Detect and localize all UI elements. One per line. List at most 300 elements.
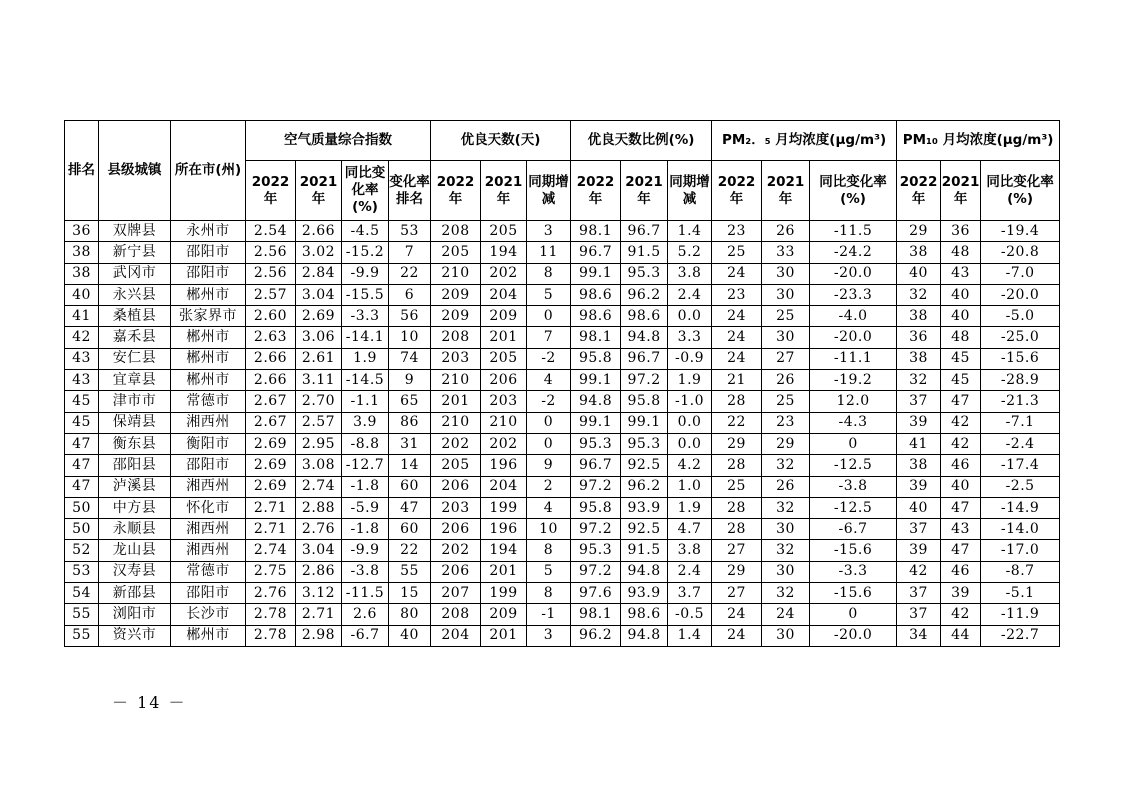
cell-pm10-21: 47: [941, 497, 981, 518]
cell-aqi-chg: -3.8: [342, 561, 389, 582]
cell-city: 长沙市: [171, 604, 246, 625]
cell-pm25-22: 22: [712, 412, 762, 433]
header-rank: 排名: [65, 121, 99, 221]
header-pm10-change-rate: 同比变化率(%): [981, 161, 1060, 221]
cell-aqi21: 3.08: [296, 455, 342, 476]
cell-gd21: 204: [481, 284, 527, 305]
header-pm25-group: PM₂．₅ 月均浓度(μg/m³): [712, 121, 897, 161]
cell-rank: 54: [65, 583, 99, 604]
cell-pm10-chg: -19.4: [981, 221, 1060, 242]
cell-pm25-22: 25: [712, 242, 762, 263]
cell-gr-diff: 0.0: [668, 433, 712, 454]
cell-gr22: 95.3: [571, 540, 621, 561]
cell-gr21: 95.3: [621, 263, 668, 284]
cell-rank: 38: [65, 242, 99, 263]
table-row: [65, 391, 1060, 412]
cell-gd-diff: 7: [527, 327, 571, 348]
cell-gr21: 95.8: [621, 391, 668, 412]
cell-city: 邵阳市: [171, 263, 246, 284]
cell-rank: 38: [65, 263, 99, 284]
cell-city: 湘西州: [171, 540, 246, 561]
cell-county: 安仁县: [99, 348, 171, 369]
cell-gd22: 203: [431, 348, 481, 369]
cell-pm10-22: 40: [897, 497, 941, 518]
cell-pm25-21: 25: [762, 391, 810, 412]
table-row: [65, 540, 1060, 561]
cell-pm25-22: 27: [712, 540, 762, 561]
cell-pm25-chg: -4.3: [810, 412, 897, 433]
cell-pm10-21: 45: [941, 348, 981, 369]
cell-gr21: 91.5: [621, 540, 668, 561]
cell-gd22: 210: [431, 412, 481, 433]
cell-aqi22: 2.54: [246, 221, 296, 242]
cell-gr22: 97.6: [571, 583, 621, 604]
table-row: [65, 370, 1060, 391]
cell-pm10-22: 39: [897, 476, 941, 497]
cell-pm25-22: 21: [712, 370, 762, 391]
header-good-ratio-group: 优良天数比例(%): [571, 121, 712, 161]
cell-city: 永州市: [171, 221, 246, 242]
cell-pm10-22: 38: [897, 306, 941, 327]
cell-gd21: 203: [481, 391, 527, 412]
cell-gd22: 205: [431, 242, 481, 263]
cell-pm25-chg: -12.5: [810, 497, 897, 518]
cell-gd22: 206: [431, 476, 481, 497]
cell-gr22: 96.2: [571, 625, 621, 646]
cell-pm10-21: 44: [941, 625, 981, 646]
cell-aqi-rank: 22: [389, 263, 431, 284]
cell-pm10-22: 32: [897, 370, 941, 391]
cell-aqi-chg: -9.9: [342, 540, 389, 561]
cell-rank: 43: [65, 370, 99, 391]
cell-gr22: 94.8: [571, 391, 621, 412]
cell-pm25-21: 32: [762, 497, 810, 518]
header-county: 县级城镇: [99, 121, 171, 221]
cell-pm10-21: 36: [941, 221, 981, 242]
cell-rank: 53: [65, 561, 99, 582]
cell-county: 永顺县: [99, 519, 171, 540]
cell-gd22: 209: [431, 306, 481, 327]
cell-aqi22: 2.60: [246, 306, 296, 327]
header-pm10-2022: 2022年: [897, 161, 941, 221]
cell-gd-diff: 5: [527, 284, 571, 305]
cell-city: 衡阳市: [171, 433, 246, 454]
cell-gr22: 98.1: [571, 221, 621, 242]
cell-aqi-chg: -15.2: [342, 242, 389, 263]
cell-aqi22: 2.63: [246, 327, 296, 348]
cell-gd22: 204: [431, 625, 481, 646]
cell-pm25-chg: -20.0: [810, 327, 897, 348]
cell-gd21: 201: [481, 561, 527, 582]
cell-pm25-chg: -20.0: [810, 625, 897, 646]
cell-gr22: 99.1: [571, 412, 621, 433]
header-pm25-2021: 2021年: [762, 161, 810, 221]
cell-aqi-chg: -14.5: [342, 370, 389, 391]
cell-pm25-21: 32: [762, 455, 810, 476]
cell-aqi22: 2.57: [246, 284, 296, 305]
header-gr-diff: 同期增减: [668, 161, 712, 221]
cell-aqi-rank: 31: [389, 433, 431, 454]
cell-rank: 55: [65, 604, 99, 625]
cell-pm25-22: 23: [712, 284, 762, 305]
cell-pm10-chg: -2.5: [981, 476, 1060, 497]
cell-city: 郴州市: [171, 348, 246, 369]
cell-county: 武冈市: [99, 263, 171, 284]
table-row: [65, 561, 1060, 582]
cell-county: 邵阳县: [99, 455, 171, 476]
cell-gr-diff: 2.4: [668, 561, 712, 582]
cell-gr21: 98.6: [621, 306, 668, 327]
cell-pm10-21: 48: [941, 242, 981, 263]
header-gr-2022: 2022年: [571, 161, 621, 221]
cell-gr21: 94.8: [621, 327, 668, 348]
cell-gd-diff: 4: [527, 497, 571, 518]
cell-aqi21: 2.70: [296, 391, 342, 412]
cell-pm10-21: 48: [941, 327, 981, 348]
cell-county: 宜章县: [99, 370, 171, 391]
cell-aqi21: 2.84: [296, 263, 342, 284]
cell-county: 永兴县: [99, 284, 171, 305]
cell-aqi21: 3.06: [296, 327, 342, 348]
cell-aqi22: 2.56: [246, 242, 296, 263]
cell-aqi-chg: -1.8: [342, 476, 389, 497]
cell-pm25-chg: -11.5: [810, 221, 897, 242]
cell-aqi-rank: 53: [389, 221, 431, 242]
cell-gr22: 97.2: [571, 519, 621, 540]
cell-county: 嘉禾县: [99, 327, 171, 348]
cell-gd-diff: 0: [527, 306, 571, 327]
cell-gd21: 202: [481, 433, 527, 454]
cell-county: 津市市: [99, 391, 171, 412]
cell-pm10-21: 42: [941, 604, 981, 625]
cell-gd-diff: 5: [527, 561, 571, 582]
table-body: [65, 221, 1060, 647]
cell-aqi21: 3.12: [296, 583, 342, 604]
cell-pm10-22: 32: [897, 284, 941, 305]
cell-aqi21: 2.61: [296, 348, 342, 369]
cell-gd-diff: 3: [527, 221, 571, 242]
cell-gd21: 199: [481, 583, 527, 604]
cell-pm25-chg: -4.0: [810, 306, 897, 327]
cell-pm10-21: 42: [941, 412, 981, 433]
cell-pm25-chg: 0: [810, 604, 897, 625]
cell-city: 郴州市: [171, 625, 246, 646]
cell-aqi-rank: 80: [389, 604, 431, 625]
cell-aqi21: 2.98: [296, 625, 342, 646]
cell-gd21: 194: [481, 540, 527, 561]
cell-pm25-21: 27: [762, 348, 810, 369]
cell-pm25-chg: -15.6: [810, 583, 897, 604]
cell-aqi21: 2.71: [296, 604, 342, 625]
cell-gd21: 209: [481, 604, 527, 625]
cell-pm25-22: 23: [712, 221, 762, 242]
cell-gr-diff: 3.8: [668, 263, 712, 284]
cell-aqi-chg: 3.9: [342, 412, 389, 433]
cell-pm10-chg: -11.9: [981, 604, 1060, 625]
cell-gr-diff: 3.7: [668, 583, 712, 604]
cell-aqi21: 2.95: [296, 433, 342, 454]
cell-city: 张家界市: [171, 306, 246, 327]
cell-pm10-21: 42: [941, 433, 981, 454]
cell-pm25-chg: 12.0: [810, 391, 897, 412]
header-pm10-group: PM₁₀ 月均浓度(μg/m³): [897, 121, 1060, 161]
cell-gd22: 208: [431, 221, 481, 242]
cell-pm10-22: 34: [897, 625, 941, 646]
cell-aqi22: 2.56: [246, 263, 296, 284]
cell-gd21: 201: [481, 625, 527, 646]
cell-pm10-chg: -17.0: [981, 540, 1060, 561]
cell-aqi-rank: 60: [389, 476, 431, 497]
cell-aqi21: 3.04: [296, 284, 342, 305]
cell-gd22: 202: [431, 433, 481, 454]
cell-gr-diff: 1.0: [668, 476, 712, 497]
cell-aqi-rank: 74: [389, 348, 431, 369]
cell-city: 邵阳市: [171, 242, 246, 263]
cell-aqi21: 2.74: [296, 476, 342, 497]
cell-pm10-21: 43: [941, 263, 981, 284]
cell-rank: 47: [65, 433, 99, 454]
cell-rank: 45: [65, 391, 99, 412]
cell-pm10-22: 37: [897, 519, 941, 540]
cell-gd22: 205: [431, 455, 481, 476]
cell-rank: 55: [65, 625, 99, 646]
cell-gr-diff: 0.0: [668, 306, 712, 327]
cell-pm10-21: 47: [941, 391, 981, 412]
cell-gr21: 94.8: [621, 561, 668, 582]
cell-county: 衡东县: [99, 433, 171, 454]
cell-city: 邵阳市: [171, 583, 246, 604]
cell-pm25-22: 28: [712, 455, 762, 476]
header-pm10-2021: 2021年: [941, 161, 981, 221]
cell-aqi21: 3.02: [296, 242, 342, 263]
cell-pm10-chg: -25.0: [981, 327, 1060, 348]
cell-aqi-chg: -1.1: [342, 391, 389, 412]
cell-gd21: 205: [481, 348, 527, 369]
cell-aqi-chg: -12.7: [342, 455, 389, 476]
cell-pm10-21: 39: [941, 583, 981, 604]
table-row: [65, 625, 1060, 646]
cell-gr22: 98.1: [571, 604, 621, 625]
cell-gd-diff: 0: [527, 412, 571, 433]
cell-gr22: 99.1: [571, 370, 621, 391]
cell-pm10-chg: -22.7: [981, 625, 1060, 646]
cell-pm10-chg: -14.0: [981, 519, 1060, 540]
cell-aqi22: 2.69: [246, 476, 296, 497]
header-aqi-2021: 2021年: [296, 161, 342, 221]
cell-pm10-21: 40: [941, 284, 981, 305]
cell-aqi-rank: 40: [389, 625, 431, 646]
cell-city: 常德市: [171, 391, 246, 412]
cell-rank: 43: [65, 348, 99, 369]
cell-pm10-22: 37: [897, 391, 941, 412]
cell-pm10-22: 38: [897, 348, 941, 369]
cell-aqi21: 2.69: [296, 306, 342, 327]
cell-gd22: 208: [431, 327, 481, 348]
cell-gr22: 95.8: [571, 497, 621, 518]
cell-aqi22: 2.67: [246, 391, 296, 412]
cell-pm10-21: 46: [941, 455, 981, 476]
cell-city: 湘西州: [171, 412, 246, 433]
cell-aqi-rank: 6: [389, 284, 431, 305]
page-number: － 14 －: [112, 693, 187, 712]
cell-aqi22: 2.66: [246, 348, 296, 369]
cell-pm10-22: 38: [897, 242, 941, 263]
cell-gr-diff: 1.9: [668, 370, 712, 391]
cell-pm10-22: 38: [897, 455, 941, 476]
cell-gd22: 209: [431, 284, 481, 305]
cell-pm25-22: 24: [712, 604, 762, 625]
cell-aqi-chg: -8.8: [342, 433, 389, 454]
cell-gr-diff: 0.0: [668, 412, 712, 433]
table-row: [65, 455, 1060, 476]
cell-county: 新宁县: [99, 242, 171, 263]
cell-aqi-chg: -15.5: [342, 284, 389, 305]
cell-pm10-chg: -17.4: [981, 455, 1060, 476]
cell-pm25-21: 24: [762, 604, 810, 625]
cell-rank: 42: [65, 327, 99, 348]
cell-gd22: 207: [431, 583, 481, 604]
cell-city: 湘西州: [171, 519, 246, 540]
cell-pm10-chg: -5.1: [981, 583, 1060, 604]
cell-aqi-rank: 22: [389, 540, 431, 561]
cell-gr22: 98.1: [571, 327, 621, 348]
cell-gd22: 202: [431, 540, 481, 561]
cell-city: 常德市: [171, 561, 246, 582]
cell-pm10-22: 37: [897, 583, 941, 604]
cell-pm25-22: 25: [712, 476, 762, 497]
cell-gr22: 95.8: [571, 348, 621, 369]
cell-county: 龙山县: [99, 540, 171, 561]
cell-aqi22: 2.71: [246, 519, 296, 540]
cell-gr22: 97.2: [571, 476, 621, 497]
cell-pm10-chg: -28.9: [981, 370, 1060, 391]
cell-gr22: 99.1: [571, 263, 621, 284]
cell-rank: 41: [65, 306, 99, 327]
cell-county: 资兴市: [99, 625, 171, 646]
header-aqi-group: 空气质量综合指数: [246, 121, 431, 161]
cell-aqi22: 2.76: [246, 583, 296, 604]
cell-aqi-chg: -14.1: [342, 327, 389, 348]
cell-aqi-chg: -5.9: [342, 497, 389, 518]
cell-pm10-22: 42: [897, 561, 941, 582]
header-gd-2022: 2022年: [431, 161, 481, 221]
cell-pm25-22: 28: [712, 519, 762, 540]
cell-aqi22: 2.75: [246, 561, 296, 582]
cell-aqi-rank: 86: [389, 412, 431, 433]
cell-aqi-rank: 14: [389, 455, 431, 476]
cell-pm10-21: 40: [941, 306, 981, 327]
table-row: [65, 284, 1060, 305]
cell-gr-diff: 4.7: [668, 519, 712, 540]
cell-gr22: 98.6: [571, 306, 621, 327]
cell-aqi-chg: -4.5: [342, 221, 389, 242]
cell-gr-diff: 2.4: [668, 284, 712, 305]
cell-pm25-22: 28: [712, 497, 762, 518]
cell-rank: 52: [65, 540, 99, 561]
cell-aqi-chg: -1.8: [342, 519, 389, 540]
cell-pm10-chg: -7.0: [981, 263, 1060, 284]
cell-pm10-22: 29: [897, 221, 941, 242]
cell-gr21: 98.6: [621, 604, 668, 625]
header-aqi-change-rate: 同比变化率(%): [342, 161, 389, 221]
cell-gr21: 96.7: [621, 348, 668, 369]
table-row: [65, 519, 1060, 540]
cell-gd21: 196: [481, 455, 527, 476]
cell-aqi21: 3.04: [296, 540, 342, 561]
cell-rank: 45: [65, 412, 99, 433]
cell-county: 保靖县: [99, 412, 171, 433]
cell-pm10-chg: -15.6: [981, 348, 1060, 369]
cell-aqi-chg: -9.9: [342, 263, 389, 284]
cell-aqi-rank: 65: [389, 391, 431, 412]
table-row: [65, 497, 1060, 518]
cell-gd-diff: 3: [527, 625, 571, 646]
table-row: [65, 476, 1060, 497]
cell-pm10-chg: -7.1: [981, 412, 1060, 433]
header-aqi-2022: 2022年: [246, 161, 296, 221]
cell-county: 中方县: [99, 497, 171, 518]
cell-gd21: 194: [481, 242, 527, 263]
cell-aqi21: 2.66: [296, 221, 342, 242]
cell-aqi22: 2.67: [246, 412, 296, 433]
cell-pm25-21: 26: [762, 370, 810, 391]
table-row: [65, 604, 1060, 625]
cell-gr-diff: 1.4: [668, 625, 712, 646]
cell-pm25-21: 30: [762, 625, 810, 646]
cell-pm10-22: 41: [897, 433, 941, 454]
cell-gr21: 97.2: [621, 370, 668, 391]
table-row: [65, 263, 1060, 284]
cell-county: 汉寿县: [99, 561, 171, 582]
cell-pm10-chg: -21.3: [981, 391, 1060, 412]
cell-pm25-21: 30: [762, 561, 810, 582]
cell-gd22: 208: [431, 604, 481, 625]
cell-aqi-rank: 10: [389, 327, 431, 348]
cell-gd22: 210: [431, 370, 481, 391]
cell-pm10-chg: -14.9: [981, 497, 1060, 518]
cell-pm25-22: 24: [712, 327, 762, 348]
table-row: [65, 583, 1060, 604]
cell-pm25-chg: -3.8: [810, 476, 897, 497]
cell-pm25-22: 24: [712, 348, 762, 369]
cell-aqi-rank: 55: [389, 561, 431, 582]
cell-gd-diff: -2: [527, 391, 571, 412]
table-row: [65, 412, 1060, 433]
cell-pm25-21: 32: [762, 540, 810, 561]
cell-gd22: 210: [431, 263, 481, 284]
header-gd-diff: 同期增减: [527, 161, 571, 221]
cell-gd-diff: -2: [527, 348, 571, 369]
cell-gd22: 203: [431, 497, 481, 518]
cell-pm25-21: 30: [762, 519, 810, 540]
cell-gd-diff: 8: [527, 263, 571, 284]
cell-aqi-rank: 60: [389, 519, 431, 540]
header-gd-2021: 2021年: [481, 161, 527, 221]
cell-gd21: 199: [481, 497, 527, 518]
cell-aqi-chg: 1.9: [342, 348, 389, 369]
cell-aqi22: 2.69: [246, 433, 296, 454]
cell-rank: 40: [65, 284, 99, 305]
header-gr-2021: 2021年: [621, 161, 668, 221]
cell-aqi-chg: -11.5: [342, 583, 389, 604]
cell-gd-diff: 8: [527, 540, 571, 561]
cell-pm25-chg: -23.3: [810, 284, 897, 305]
cell-gr21: 99.1: [621, 412, 668, 433]
cell-pm25-21: 30: [762, 263, 810, 284]
header-aqi-change-rank: 变化率排名: [389, 161, 431, 221]
cell-gd21: 196: [481, 519, 527, 540]
cell-gr21: 94.8: [621, 625, 668, 646]
